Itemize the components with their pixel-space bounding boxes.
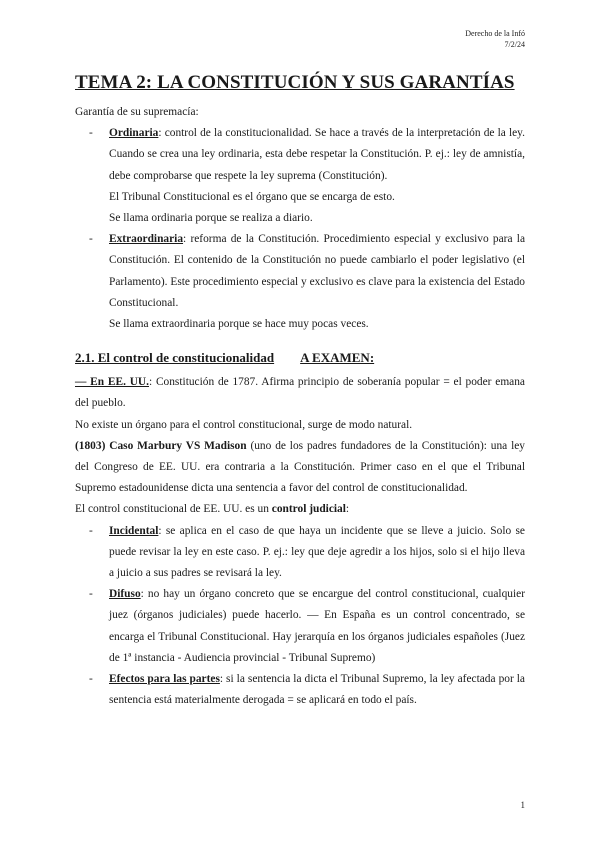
ordinaria-text: : control de la constitucionalidad. Se hace a través de la interpretación de la ley. Cuando se crea una ley ordinaria, esta debe respetar la Constitución. P. ej.: ley de amnistía, debe comprobarse que respete la ley suprema (Constitución).	[109, 127, 525, 182]
list-item-incidental	[75, 521, 525, 585]
exam-tag: A EXAMEN:	[300, 350, 375, 366]
eeuu-label: — En EE. UU.	[75, 376, 149, 389]
list-item-difuso	[75, 584, 525, 669]
list-item-ordinaria	[75, 123, 525, 187]
guarantees-list-2	[75, 229, 525, 314]
ordinaria-note-2: Se llama ordinaria porque se realiza a diario.	[109, 212, 313, 225]
section-title: 2.1. El control de constitucionalidad	[75, 350, 275, 366]
header-course: Derecho de la Infó	[465, 29, 525, 38]
case-paragraph	[75, 436, 525, 500]
list-item-efectos	[75, 669, 525, 711]
judicial-control-intro	[75, 499, 525, 520]
term-extraordinaria: Extraordinaria	[109, 233, 184, 246]
document-body	[75, 102, 525, 711]
term-ordinaria: Ordinaria	[109, 127, 159, 140]
ordinaria-note-1: El Tribunal Constitucional es el órgano que se encarga de esto.	[109, 190, 395, 203]
header-date: 7/2/24	[504, 40, 525, 49]
term-efectos: Efectos para las partes	[109, 673, 220, 686]
judicial-intro-text: El control constitucional de EE. UU. es un	[75, 503, 272, 516]
section-heading	[75, 346, 525, 370]
document-title: TEMA 2: LA CONSTITUCIÓN Y SUS GARANTÍAS	[75, 72, 515, 93]
eeuu-text: : Constitución de 1787. Afirma principio de soberanía popular = el poder emana del pueblo.	[75, 376, 525, 410]
extraordinaria-text: : reforma de la Constitución. Procedimiento especial y exclusivo para la Constitución. El contenido de la Constitución no puede cambiarlo el poder legislativo (el Parlamento). Este procedimiento especial y exclusivo es clave para la existencia del Estado Constitucional.	[109, 233, 525, 309]
efectos-text: : si la sentencia la dicta el Tribunal Supremo, la ley afectada por la sentencia está materialmente derogada = se aplicará en todo el país.	[109, 673, 525, 707]
extraordinaria-note: Se llama extraordinaria porque se hace muy pocas veces.	[109, 318, 369, 331]
page-header	[465, 28, 525, 50]
term-difuso: Difuso	[109, 588, 141, 601]
case-label: (1803) Caso Marbury VS Madison	[75, 439, 247, 452]
guarantees-list	[75, 123, 525, 187]
difuso-text: : no hay un órgano concreto que se encargue del control constitucional, cualquier juez (órganos judiciales) puede hacerlo. — En España es un control concentrado, se encarga el Tribunal Constitucional. Hay jerarquía en los órganos judiciales españoles (Juez de 1ª instancia - Audiencia provincial - Tribunal Supremo)	[109, 588, 525, 664]
incidental-text: : se aplica en el caso de que haya un incidente que se lleve a juicio. Solo se puede revisar la ley en este caso. P. ej.: ley que deje agredir a los hijos, solo si el hijo lleva a juicio a sus padres se revisará la ley.	[109, 524, 525, 580]
list-item-extraordinaria	[75, 229, 525, 314]
judicial-end: :	[345, 503, 350, 516]
judicial-characteristics-list	[75, 521, 525, 712]
judicial-term: control judicial	[271, 503, 346, 516]
intro-text: Garantía de su supremacía:	[75, 106, 199, 118]
no-organ-text: No existe un órgano para el control constitucional, surge de modo natural.	[75, 418, 413, 431]
page-number: 1	[520, 800, 525, 810]
eeuu-paragraph	[75, 372, 525, 414]
term-incidental: Incidental	[109, 524, 159, 537]
case-text: (uno de los padres fundadores de la Constitución): una ley del Congreso de EE. UU. era contraria a la Constitución. Primer caso en el que el Tribunal Supremo estadounidense dicta una sentencia a favor del control de constitucionalidad.	[75, 439, 526, 495]
